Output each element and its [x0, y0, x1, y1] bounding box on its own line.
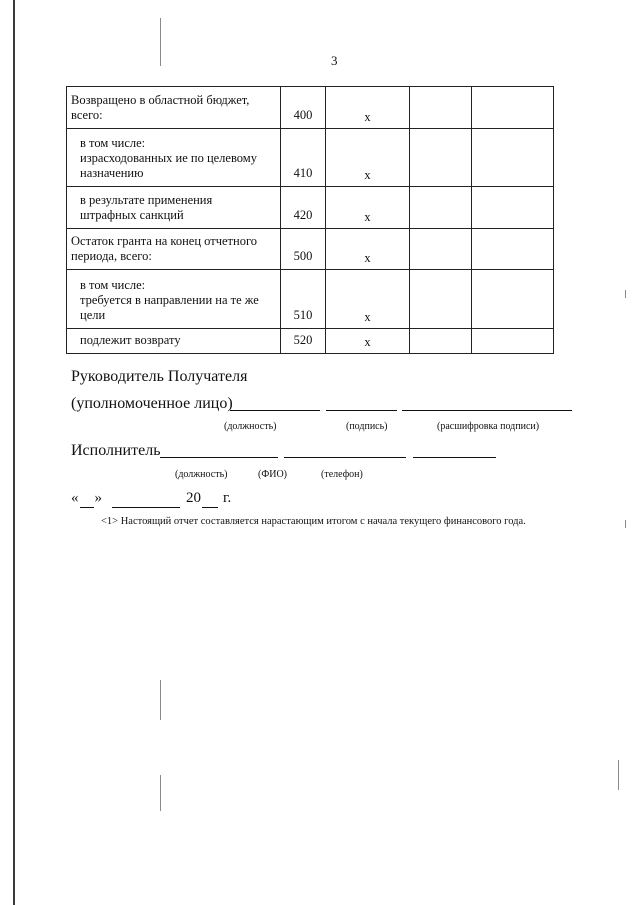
year-prefix: 20: [186, 490, 201, 506]
head-subtitle: (уполномоченное лицо): [71, 395, 233, 412]
table-row: [67, 229, 554, 270]
empty-cell: [410, 229, 472, 270]
table-row: [67, 329, 554, 354]
row-label: Остаток гранта на конец отчетного периода, всего:: [67, 229, 281, 270]
empty-cell: [472, 329, 554, 354]
table-row: [67, 187, 554, 229]
row-mark: x: [326, 229, 410, 270]
year-suffix: г.: [223, 490, 232, 506]
scan-artifact: [160, 18, 161, 66]
date-close-quote: »: [94, 490, 102, 506]
footnote: <1> Настоящий отчет составляется нарастающим итогом с начала текущего финансового года.: [101, 516, 526, 527]
caption-position: (должность): [224, 421, 277, 432]
date-open-quote: «: [71, 490, 79, 506]
year-blank: [202, 490, 218, 508]
empty-cell: [472, 129, 554, 187]
empty-cell: [410, 329, 472, 354]
scan-artifact: [625, 520, 626, 528]
scan-artifact: [160, 775, 161, 811]
row-code: 410: [281, 129, 326, 187]
scan-artifact: [625, 290, 626, 298]
executor-title: Исполнитель: [71, 442, 161, 459]
date-row: [71, 490, 231, 508]
row-label: Возвращено в областной бюджет, всего:: [67, 87, 281, 129]
empty-cell: [472, 187, 554, 229]
executor-position-line: [160, 457, 278, 458]
table-row: [67, 270, 554, 329]
executor-name-line: [284, 457, 406, 458]
row-code: 400: [281, 87, 326, 129]
caption-decoding: (расшифровка подписи): [437, 421, 540, 432]
row-code: 500: [281, 229, 326, 270]
row-code: 420: [281, 187, 326, 229]
day-blank: [80, 490, 94, 508]
row-mark: x: [326, 129, 410, 187]
month-blank: [112, 490, 180, 508]
executor-phone-line: [413, 457, 496, 458]
table-row: [67, 129, 554, 187]
caption-executor-position: (должность): [175, 469, 228, 480]
row-label: в том числе: требуется в направлении на те же цели: [67, 270, 281, 329]
empty-cell: [410, 270, 472, 329]
scan-artifact: [160, 680, 161, 720]
empty-cell: [410, 87, 472, 129]
scan-edge: [13, 0, 15, 905]
row-mark: x: [326, 329, 410, 354]
head-signature-line: [326, 410, 397, 411]
page-number: 3: [331, 53, 338, 68]
scan-artifact: [618, 760, 619, 790]
row-label: в результате применения штрафных санкций: [67, 187, 281, 229]
empty-cell: [410, 129, 472, 187]
row-code: 520: [281, 329, 326, 354]
row-label: подлежит возврату: [67, 329, 281, 354]
caption-executor-name: (ФИО): [258, 469, 288, 480]
head-position-line: [230, 410, 320, 411]
row-label: в том числе: израсходованных ие по целевому назначению: [67, 129, 281, 187]
empty-cell: [472, 229, 554, 270]
report-table: [66, 86, 554, 354]
row-code: 510: [281, 270, 326, 329]
empty-cell: [410, 187, 472, 229]
empty-cell: [472, 270, 554, 329]
table-row: [67, 87, 554, 129]
row-mark: x: [326, 187, 410, 229]
head-title: Руководитель Получателя: [71, 368, 248, 385]
empty-cell: [472, 87, 554, 129]
row-mark: x: [326, 87, 410, 129]
caption-signature: (подпись): [346, 421, 388, 432]
row-mark: x: [326, 270, 410, 329]
head-decoding-line: [402, 410, 572, 411]
caption-executor-phone: (телефон): [321, 469, 363, 480]
